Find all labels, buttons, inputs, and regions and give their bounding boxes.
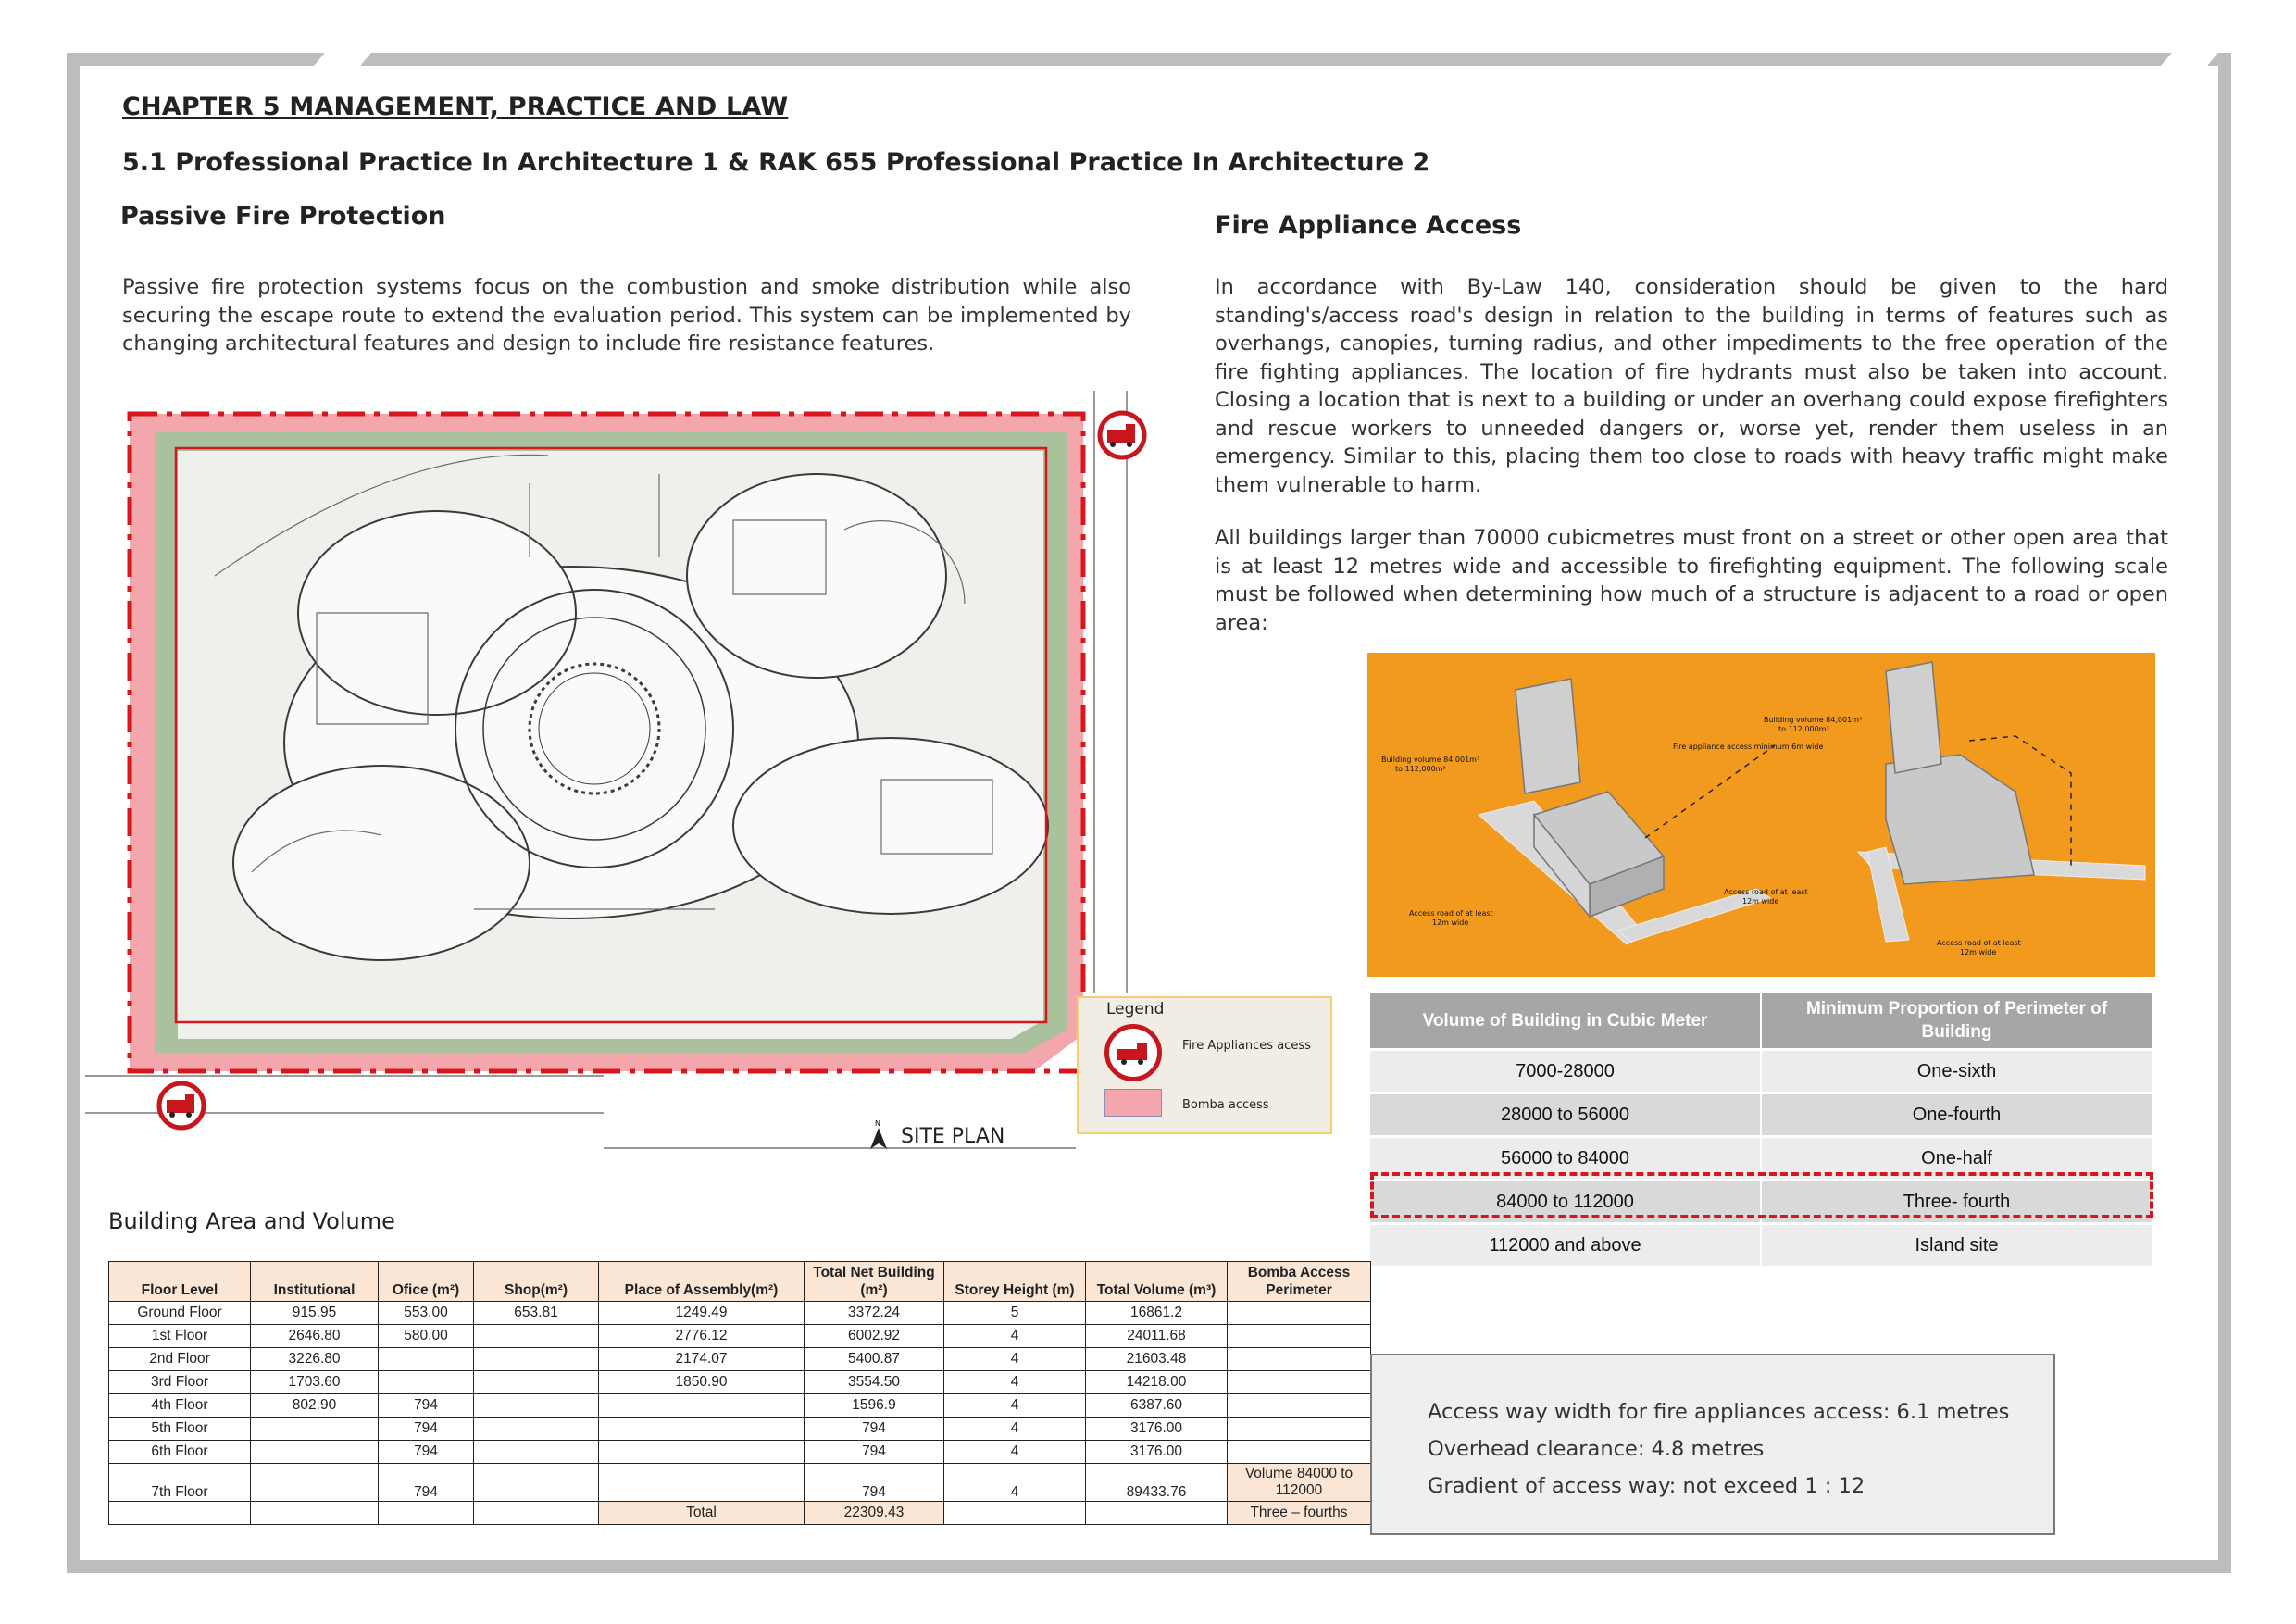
table-row [109, 1441, 1371, 1464]
fire-access-paragraph-1: In accordance with By-Law 140, consideration should be given to the hard standing's/access road's design in relation to the building in terms of features such as overhangs, canopies, turning radius, and other impediments to the free operation of the fire fighting appliances. The location of fire hydrants must also be taken into account. Closing a location that is next to a building or under an overhang could expose firefighters and rescue workers to unneeded dangers or, worse yet, render them useless in an emergency. Similar to this, placing them too close to roads with heavy traffic might make them vulnerable to harm. [1215, 275, 2168, 497]
table-cell [474, 1464, 599, 1502]
frame-right-border [2218, 53, 2231, 1573]
table-header-row [109, 1262, 1371, 1302]
vol-label-right-2: to 112,000m³ [1778, 725, 1829, 733]
table-cell [379, 1348, 474, 1371]
table-cell: 3554.50 [805, 1371, 944, 1394]
table-cell: 16861.2 [1086, 1302, 1228, 1325]
table-row [1370, 1222, 2153, 1266]
total-label: Total [599, 1502, 805, 1525]
table-cell: 2174.07 [599, 1348, 805, 1371]
site-plan-legend [1077, 996, 1332, 1134]
table-cell: 5th Floor [109, 1418, 251, 1441]
table-total-row [109, 1502, 1371, 1525]
table-cell: 794 [379, 1441, 474, 1464]
bomba-access-swatch [1104, 1089, 1162, 1117]
table-cell: 24011.68 [1086, 1325, 1228, 1348]
table-cell [251, 1441, 379, 1464]
table-cell: 4 [944, 1325, 1086, 1348]
table-cell: 794 [379, 1464, 474, 1502]
table-cell: 89433.76 [1086, 1464, 1228, 1502]
frame-top-border [67, 53, 2231, 66]
table-header: Minimum Proportion of Perimeter of Building [1762, 993, 2153, 1048]
access-min-label: Fire appliance access minimum 6m wide [1673, 743, 1824, 751]
table-header: Total Volume (m³) [1086, 1262, 1228, 1302]
table-cell [474, 1325, 599, 1348]
perimeter-proportion-table [1370, 993, 2153, 1266]
table-cell [1228, 1348, 1371, 1371]
table-cell [474, 1394, 599, 1418]
table-row [109, 1418, 1371, 1441]
table-cell: 28000 to 56000 [1370, 1092, 1762, 1135]
passive-paragraph: Passive fire protection systems focus on the combustion and smoke distribution while also securing the escape route to extend the evaluation period. This system can be implemented by changing architectural features and design to include fire resistance features. [122, 275, 1131, 356]
highlight-row-outline [1370, 1172, 2153, 1218]
passive-heading: Passive Fire Protection [120, 202, 446, 231]
table-row [109, 1348, 1371, 1371]
table-cell: 794 [805, 1441, 944, 1464]
legend-title: Legend [1106, 1000, 1165, 1018]
table-cell: 794 [379, 1418, 474, 1441]
table-cell: Ground Floor [109, 1302, 251, 1325]
table-cell: 1850.90 [599, 1371, 805, 1394]
table-cell [251, 1464, 379, 1502]
table-cell: 84000 to 112000 [1370, 1179, 1762, 1222]
north-letter: N [875, 1119, 880, 1128]
chapter-title: CHAPTER 5 MANAGEMENT, PRACTICE AND LAW [122, 93, 789, 121]
total-bomba: Three – fourths [1228, 1502, 1371, 1525]
table-header: Shop(m²) [474, 1262, 599, 1302]
fire-access-diagram [1367, 653, 2155, 977]
table-cell: 7000-28000 [1370, 1048, 1762, 1092]
table-cell: 2776.12 [599, 1325, 805, 1348]
table-cell: 653.81 [474, 1302, 599, 1325]
table-cell: 580.00 [379, 1325, 474, 1348]
north-arrow-icon [867, 1118, 891, 1156]
frame-left-border [67, 53, 80, 1573]
table-row [1370, 1092, 2153, 1135]
table-cell: One-fourth [1762, 1092, 2153, 1135]
road-label-right: Access road of at least [1937, 939, 2021, 947]
table-row [109, 1325, 1371, 1348]
table-header: Total Net Building (m²) [805, 1262, 944, 1302]
table-cell [251, 1418, 379, 1441]
site-plan-label-group [867, 1118, 1004, 1156]
table-header: Floor Level [109, 1262, 251, 1302]
table-cell: 112000 and above [1370, 1222, 1762, 1266]
table-header: Storey Height (m) [944, 1262, 1086, 1302]
table-header: Ofice (m²) [379, 1262, 474, 1302]
table-row [109, 1394, 1371, 1418]
table-cell [474, 1371, 599, 1394]
table-row [109, 1302, 1371, 1325]
table-cell [599, 1441, 805, 1464]
table-cell: 5 [944, 1302, 1086, 1325]
table-cell: 56000 to 84000 [1370, 1135, 1762, 1179]
table-row [109, 1464, 1371, 1502]
frame-bottom-border [67, 1560, 2231, 1573]
table-cell: 3372.24 [805, 1302, 944, 1325]
road-label-left: Access road of at least [1409, 909, 1493, 918]
table-cell: 4 [944, 1348, 1086, 1371]
table-cell [1228, 1441, 1371, 1464]
table-cell [599, 1464, 805, 1502]
table-cell: 1st Floor [109, 1325, 251, 1348]
table-cell: 6th Floor [109, 1441, 251, 1464]
site-plan-label: SITE PLAN [901, 1125, 1005, 1148]
table-cell: 794 [805, 1464, 944, 1502]
section-subtitle: 5.1 Professional Practice In Architecture 1 & RAK 655 Professional Practice In Architecture 2 [122, 148, 1430, 177]
table-cell: 3rd Floor [109, 1371, 251, 1394]
area-table-title: Building Area and Volume [108, 1208, 395, 1234]
table-header: Bomba Access Perimeter [1228, 1262, 1371, 1302]
table-cell [1228, 1418, 1371, 1441]
table-cell: One-sixth [1762, 1048, 2153, 1092]
table-cell [1228, 1371, 1371, 1394]
table-cell: 4 [944, 1441, 1086, 1464]
road-label-mid-2: 12m wide [1742, 897, 1779, 906]
right-building [1886, 662, 2034, 884]
table-cell: 794 [379, 1394, 474, 1418]
road-label-right-2: 12m wide [1960, 948, 1997, 956]
table-cell: 4th Floor [109, 1394, 251, 1418]
table-cell: Island site [1762, 1222, 2153, 1266]
vol-label-right: Building volume 84,001m³ [1764, 716, 1863, 724]
road-label-mid: Access road of at least [1724, 888, 1808, 896]
table-cell [599, 1394, 805, 1418]
table-cell: 21603.48 [1086, 1348, 1228, 1371]
table-cell: 6387.60 [1086, 1394, 1228, 1418]
table-cell: 4 [944, 1418, 1086, 1441]
total-net: 22309.43 [805, 1502, 944, 1525]
site-plan-drawing [85, 391, 1168, 1159]
access-requirements-box [1370, 1354, 2055, 1535]
table-cell: 3226.80 [251, 1348, 379, 1371]
table-cell: 553.00 [379, 1302, 474, 1325]
table-cell: One-half [1762, 1135, 2153, 1179]
table-row [1370, 1048, 2153, 1092]
table-cell: 1249.49 [599, 1302, 805, 1325]
fire-access-heading: Fire Appliance Access [1215, 211, 1522, 240]
table-cell: 802.90 [251, 1394, 379, 1418]
table-header: Place of Assembly(m²) [599, 1262, 805, 1302]
vol-label-left-2: to 112,000m³ [1395, 765, 1446, 773]
info-gradient: Gradient of access way: not exceed 1 : 12 [1428, 1474, 1866, 1498]
table-cell: 5400.87 [805, 1348, 944, 1371]
table-cell [1228, 1325, 1371, 1348]
table-cell: 4 [944, 1394, 1086, 1418]
table-cell [474, 1348, 599, 1371]
table-cell [1228, 1394, 1371, 1418]
table-cell: 7th Floor [109, 1464, 251, 1502]
table-cell: 6002.92 [805, 1325, 944, 1348]
table-cell: 1596.9 [805, 1394, 944, 1418]
table-header: Volume of Building in Cubic Meter [1370, 993, 1762, 1048]
table-row [109, 1371, 1371, 1394]
table-cell: Volume 84000 to 112000 [1228, 1464, 1371, 1502]
table-cell: 794 [805, 1418, 944, 1441]
table-cell: 3176.00 [1086, 1441, 1228, 1464]
fire-truck-marker-top [1100, 413, 1144, 457]
table-cell: 2646.80 [251, 1325, 379, 1348]
table-cell: 1703.60 [251, 1371, 379, 1394]
fire-truck-icon [1104, 1024, 1162, 1081]
table-cell: 3176.00 [1086, 1418, 1228, 1441]
table-cell: 915.95 [251, 1302, 379, 1325]
legend-bomba-label: Bomba access [1182, 1098, 1269, 1112]
legend-fire-appliance-label: Fire Appliances acess [1182, 1039, 1311, 1053]
table-cell [379, 1371, 474, 1394]
table-cell [474, 1418, 599, 1441]
left-building [1516, 679, 1664, 917]
road-label-left-2: 12m wide [1432, 918, 1469, 927]
table-cell: 14218.00 [1086, 1371, 1228, 1394]
table-cell: Three- fourth [1762, 1179, 2153, 1222]
fire-truck-marker-bottom [159, 1083, 204, 1128]
table-cell: 4 [944, 1371, 1086, 1394]
table-cell: 2nd Floor [109, 1348, 251, 1371]
table-header: Institutional [251, 1262, 379, 1302]
vol-label-left: Building volume 84,001m³ [1381, 756, 1480, 764]
building-area-table [108, 1261, 1371, 1525]
table-cell [1228, 1302, 1371, 1325]
table-cell [474, 1441, 599, 1464]
table-cell: 4 [944, 1464, 1086, 1502]
fire-access-paragraph-2: All buildings larger than 70000 cubicmetres must front on a street or other open area that is at least 12 metres wide and accessible to firefighting equipment. The following scale must be followed when determining how much of a structure is adjacent to a road or open area: [1215, 526, 2168, 635]
table-cell [599, 1418, 805, 1441]
info-access-width: Access way width for fire appliances access: 6.1 metres [1428, 1400, 2010, 1424]
info-overhead-clearance: Overhead clearance: 4.8 metres [1428, 1437, 1765, 1461]
